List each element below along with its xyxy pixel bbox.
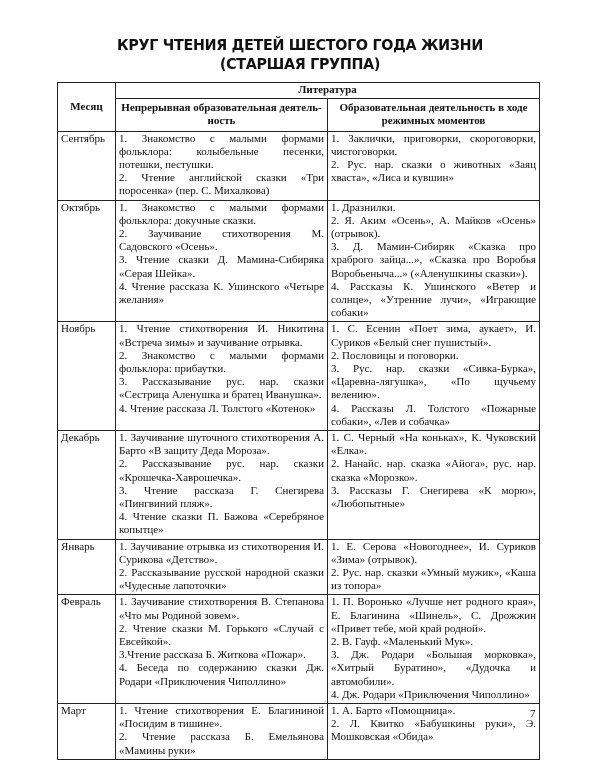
month-cell: Март bbox=[58, 704, 116, 760]
routine-activity-cell bbox=[328, 322, 540, 431]
reading-item: 2. Нанайс. нар. сказка «Айога», рус. нар. сказка «Морозко». bbox=[331, 458, 536, 484]
reading-item: 2. Пословицы и поговорки. bbox=[331, 349, 459, 362]
table-row bbox=[58, 539, 540, 595]
routine-activity-cell bbox=[328, 131, 540, 200]
reading-item: 3.Чтение рассказа Б. Житкова «Пожар». bbox=[119, 649, 306, 662]
continuous-activity-cell bbox=[116, 131, 328, 200]
routine-activity-cell bbox=[328, 539, 540, 595]
reading-item: 1. П. Воронько «Лучше нет родного края», Е. Благинина «Шинель», С. Дрожжин «Привет тебе, мой край родной». bbox=[331, 596, 536, 635]
reading-item: 4. Чтение рассказа Л. Толстого «Котенок» bbox=[119, 402, 316, 415]
reading-item: 2. Я. Аким «Осень», А. Майков «Осень» (отрывок). bbox=[331, 214, 536, 240]
reading-item: 1. Заучивание отрывка из стихотворения И. Сурикова «Детство». bbox=[119, 540, 324, 566]
reading-item: 2. Чтение английской сказки «Три поросенка» (пер. С. Михалкова) bbox=[119, 172, 324, 198]
reading-item: 2. Чтение рассказа Б. Емельянова «Мамины руки» bbox=[119, 731, 324, 757]
reading-item: 4. Дж. Родари «Приключения Чиполлино» bbox=[331, 688, 530, 701]
month-cell: Октябрь bbox=[58, 200, 116, 322]
header-col2: Образовательная деятельность в ходе режимных моментов bbox=[328, 98, 540, 131]
table-row bbox=[58, 704, 540, 760]
header-col1: Непрерывная образовательная деятель-ность bbox=[116, 98, 328, 131]
reading-item: 1. С. Есенин «Поет зима, аукает», И. Суриков «Белый снег пушистый». bbox=[331, 323, 536, 349]
reading-item: 4. Рассказы К. Ушинского «Ветер и солнце», «Утренние лучи», «Играющие собаки» bbox=[331, 280, 536, 320]
continuous-activity-cell bbox=[116, 539, 328, 595]
routine-activity-cell bbox=[328, 704, 540, 760]
page-number: 7 bbox=[530, 708, 536, 720]
header-literature: Литература bbox=[116, 83, 540, 99]
month-cell: Декабрь bbox=[58, 430, 116, 539]
reading-item: 2. Чтение сказки М. Горького «Случай с Евсейкой». bbox=[119, 622, 324, 649]
continuous-activity-cell bbox=[116, 200, 328, 322]
reading-item: 1. А. Барто «Помощница». bbox=[331, 705, 456, 718]
title-line-1: КРУГ ЧТЕНИЯ ДЕТЕЙ ШЕСТОГО ГОДА ЖИЗНИ bbox=[117, 36, 483, 54]
page-title bbox=[0, 36, 600, 74]
table-row bbox=[58, 131, 540, 200]
continuous-activity-cell bbox=[116, 704, 328, 760]
table-row bbox=[58, 595, 540, 704]
month-cell: Февраль bbox=[58, 595, 116, 704]
title-line-2: (СТАРШАЯ ГРУППА) bbox=[219, 55, 381, 73]
reading-item: 3. Рус. нар. сказки «Сивка-Бурка», «Царевна-лягушка», «По щучьему велению». bbox=[331, 362, 536, 402]
reading-item: 1. Заучивание шуточного стихотворения А. Барто «В защиту Деда Мороза». bbox=[119, 431, 324, 458]
reading-item: 1. Знакомство с малыми формами фольклора: докучные сказки. bbox=[119, 201, 324, 227]
month-cell: Январь bbox=[58, 539, 116, 595]
table-row bbox=[58, 322, 540, 431]
reading-item: 3. Д. Мамин-Сибиряк «Сказка про храброго зайца...», «Сказка про Воробья Воробьеныча...» («Аленушкины сказки»). bbox=[331, 241, 536, 280]
reading-item: 3. Чтение сказки Д. Мамина-Сибиряка «Серая Шейка». bbox=[119, 254, 324, 280]
reading-item: 1. Заклички, приговорки, скороговорки, чистоговорки. bbox=[331, 132, 536, 158]
reading-item: 2. Рус. нар. сказки о животных «Заяц хваста», «Лиса и кувшин» bbox=[331, 158, 536, 185]
reading-item: 4. Рассказы Л. Толстого «Пожарные собаки», «Лев и собачка» bbox=[331, 402, 536, 428]
table-body bbox=[58, 131, 540, 759]
reading-item: 3. Чтение рассказа Г. Снегирева «Пингвиний пляж». bbox=[119, 484, 324, 510]
reading-item: 2. Заучивание стихотворения М. Садовского «Осень». bbox=[119, 227, 324, 254]
reading-item: 4. Чтение рассказа К. Ушинского «Четыре желания» bbox=[119, 280, 324, 306]
header-month: Месяц bbox=[58, 83, 116, 132]
reading-item: 1. Знакомство с малыми формами фольклора: колыбельные песенки, потешки, пестушки. bbox=[119, 132, 324, 171]
month-cell: Ноябрь bbox=[58, 322, 116, 431]
table-row bbox=[58, 200, 540, 322]
reading-item: 3. Рассказывание рус. нар. сказки «Сестрица Аленушка и братец Иванушка». bbox=[119, 376, 324, 402]
continuous-activity-cell bbox=[116, 430, 328, 539]
continuous-activity-cell bbox=[116, 595, 328, 704]
reading-item: 2. Рассказывание рус. нар. сказки «Крошечка-Хаврошечка». bbox=[119, 458, 324, 484]
routine-activity-cell bbox=[328, 200, 540, 322]
reading-item: 4. Беседа по содержанию сказки Дж. Родари «Приключения Чиполлино» bbox=[119, 662, 324, 688]
reading-item: 2. В. Гауф. «Маленький Мук». bbox=[331, 636, 474, 649]
reading-item: 1. Дразнилки. bbox=[331, 201, 396, 214]
reading-item: 3. Дж. Родари «Большая морковка», «Хитрый Буратино», «Дудочка и автомобили». bbox=[331, 649, 536, 688]
reading-item: 2. Рус. нар. сказки «Умный мужик», «Каша из топора» bbox=[331, 567, 536, 593]
reading-item: 2. Рассказывание русской народной сказки «Чудесные лапоточки» bbox=[119, 567, 324, 593]
reading-table bbox=[57, 82, 540, 760]
reading-item: 2. Л. Квитко «Бабушкины руки», Э. Мошковская «Обида» bbox=[331, 718, 536, 744]
month-cell: Сентябрь bbox=[58, 131, 116, 200]
reading-item: 3. Рассказы Г. Снегирева «К морю», «Любопытные» bbox=[331, 484, 536, 510]
reading-item: 1. Заучивание стихотворения В. Степанова «Что мы Родиной зовем». bbox=[119, 596, 324, 622]
reading-item: 1. Е. Серова «Новогоднее», И. Суриков «Зима» (отрывок). bbox=[331, 540, 536, 566]
reading-item: 2. Знакомство с малыми формами фольклора: прибаутки. bbox=[119, 349, 324, 375]
continuous-activity-cell bbox=[116, 322, 328, 431]
reading-item: 1. С. Черный «На коньках», К. Чуковский «Елка». bbox=[331, 431, 536, 458]
reading-item: 1. Чтение стихотворения И. Никитина «Встреча зимы» и заучивание отрывка. bbox=[119, 323, 324, 349]
routine-activity-cell bbox=[328, 430, 540, 539]
reading-item: 4. Чтение сказки П. Бажова «Серебряное копытце» bbox=[119, 511, 324, 537]
table-row bbox=[58, 430, 540, 539]
reading-item: 1. Чтение стихотворения Е. Благининой «Посидим в тишине». bbox=[119, 705, 324, 731]
routine-activity-cell bbox=[328, 595, 540, 704]
